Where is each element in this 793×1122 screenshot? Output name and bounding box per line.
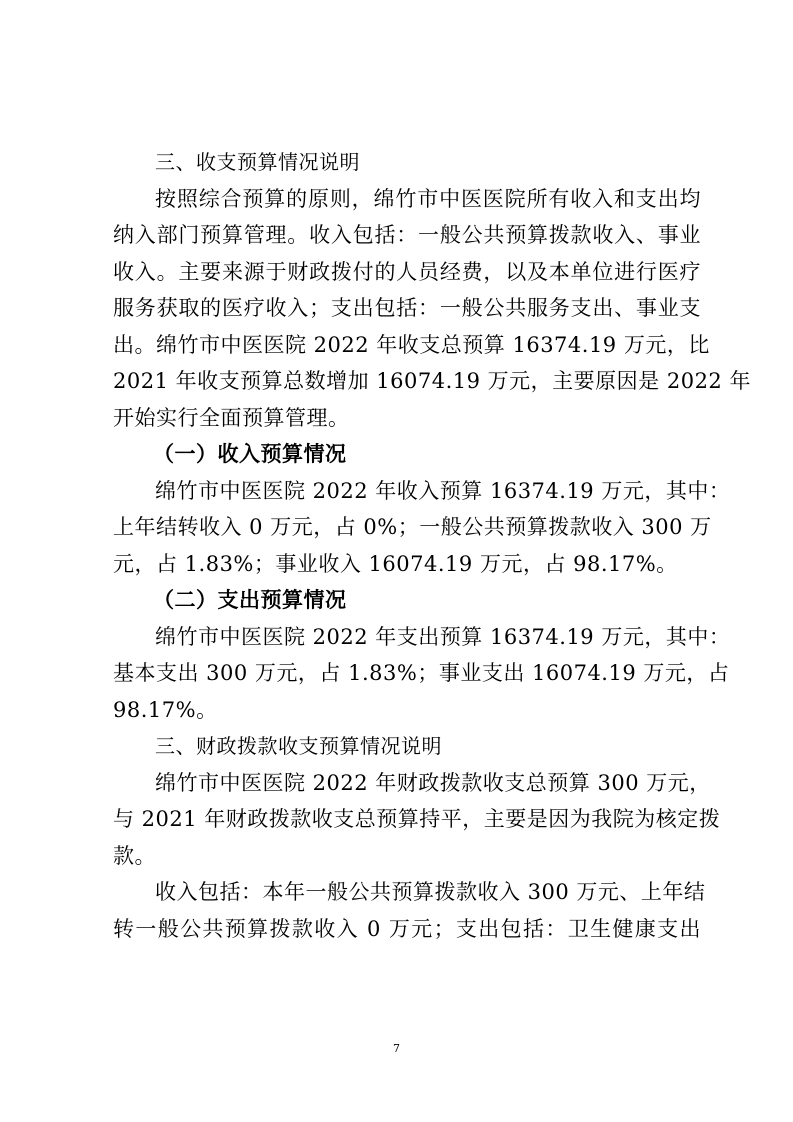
paragraph-line: 2021 年收支预算总数增加 16074.19 万元，主要原因是 2022 年	[113, 369, 751, 393]
paragraph-line: 服务获取的医疗收入；支出包括：一般公共服务支出、事业支	[113, 296, 701, 320]
paragraph-line: 绵竹市中医医院 2022 年支出预算 16374.19 万元，其中：	[155, 624, 731, 649]
paragraph-line: 出。绵竹市中医医院 2022 年收支总预算 16374.19 万元，比	[113, 332, 710, 357]
paragraph-line: 绵竹市中医医院 2022 年财政拨款收支总预算 300 万元，	[155, 770, 711, 795]
paragraph-line: 纳入部门预算管理。收入包括：一般公共预算拨款收入、事业	[113, 223, 701, 247]
page-number: 7	[393, 1042, 400, 1055]
document-body	[113, 144, 751, 947]
paragraph-line: 收入包括：本年一般公共预算拨款收入 300 万元、上年结	[155, 880, 706, 904]
subheading-income-budget: （一）收入预算情况	[153, 441, 347, 466]
paragraph-line: 98.17%。	[113, 697, 218, 722]
subheading-expenditure-budget: （二）支出预算情况	[153, 587, 347, 612]
paragraph-line: 收入。主要来源于财政拨付的人员经费，以及本单位进行医疗	[113, 259, 701, 284]
paragraph-line: 按照综合预算的原则，绵竹市中医医院所有收入和支出均	[155, 186, 701, 211]
paragraph-line: 与 2021 年财政拨款收支总预算持平，主要是因为我院为核定拨	[113, 807, 721, 831]
section-heading-fiscal-appropriation: 三、财政拨款收支预算情况说明	[155, 734, 442, 758]
section-heading-budget-overview: 三、收支预算情况说明	[155, 150, 360, 174]
paragraph-line: 款。	[113, 843, 156, 868]
paragraph-line: 上年结转收入 0 万元，占 0%；一般公共预算拨款收入 300 万	[113, 515, 712, 539]
paragraph-line: 开始实行全面预算管理。	[113, 405, 350, 430]
paragraph-line: 基本支出 300 万元，占 1.83%；事业支出 16074.19 万元，占	[113, 661, 730, 685]
paragraph-line: 元，占 1.83%；事业收入 16074.19 万元，占 98.17%。	[113, 551, 678, 576]
paragraph-line: 转一般公共预算拨款收入 0 万元；支出包括：卫生健康支出	[113, 916, 701, 941]
paragraph-line: 绵竹市中医医院 2022 年收入预算 16374.19 万元，其中：	[155, 478, 731, 503]
